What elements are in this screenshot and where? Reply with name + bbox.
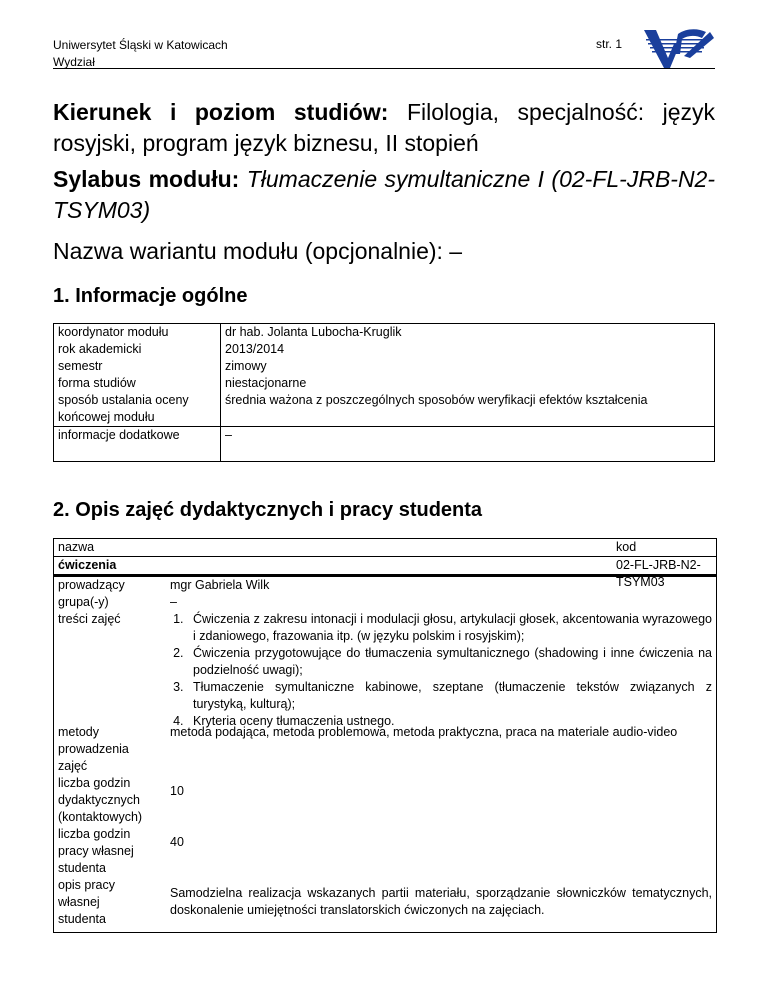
godz-wl-value: 40 [170,835,184,849]
kierunek-label: Kierunek i poziom studiów: [53,99,389,125]
opis-label-1: opis pracy [58,878,115,892]
metody-label-1: metody [58,725,99,739]
row-label: rok akademicki [54,341,221,358]
university-logo [640,24,716,72]
list-item: 2. Ćwiczenia przygotowujące do tłumaczenia symultanicznego (shadowing i inne ćwiczenia na podzielność uwagi); [187,645,712,679]
opis-label-3: studenta [58,912,106,926]
row-value: – [221,427,715,462]
row-label: forma studiów [54,375,221,392]
godz-wl-label-1: liczba godzin [58,827,131,841]
header-left [53,37,228,71]
table-body [54,577,716,932]
page-number: str. 1 [596,37,623,51]
godz-dyd-label-3: (kontaktowych) [58,810,143,824]
godz-wl-label-3: studenta [58,861,106,875]
sylabus-heading [53,164,715,226]
prowadzacy-label: prowadzący [58,578,125,592]
grupa-label: grupa(-y) [58,595,109,609]
metody-label-3: zajęć [58,759,88,773]
table-row [54,375,715,392]
kod-label: kod [616,540,637,554]
tresci-label: treści zajęć [58,612,121,626]
row-value: średnia ważona z poszczególnych sposobów weryfikacji efektów kształcenia [221,392,715,427]
row-label: informacje dodatkowe [54,427,221,462]
table-row [54,358,715,375]
classes-table [53,538,717,933]
opis-label-2: własnej [58,895,100,909]
kod-value: 02-FL-JRB-N2-TSYM03 [616,558,701,589]
university-name: Uniwersytet Śląski w Katowicach [53,38,228,52]
sylabus-label: Sylabus modułu: [53,166,240,192]
table-row [54,324,715,342]
list-item: 3. Tłumaczenie symultaniczne kabinowe, szeptane (tłumaczenie tekstów związanych z turystyką, kulturą); [187,679,712,713]
tresci-list [170,611,712,730]
row-value: 2013/2014 [221,341,715,358]
godz-dyd-label-2: dydaktycznych [58,793,140,807]
wariant-heading: Nazwa wariantu modułu (opcjonalnie): – [53,238,463,264]
godz-wl-label-2: pracy własnej [58,844,134,858]
prowadzacy-value: mgr Gabriela Wilk [170,578,270,592]
nazwa-value: ćwiczenia [58,558,117,572]
row-label: sposób ustalania oceny końcowej modułu [54,392,221,427]
metody-label-2: prowadzenia [58,742,129,756]
kierunek-value: Filologia, specjalność: język rosyjski, program język biznesu, II stopień [53,99,716,156]
sylabus-value: Tłumaczenie symultaniczne I (02-FL-JRB-N2-TSYM03) [53,166,716,223]
nazwa-label: nazwa [58,540,95,554]
header-rule [53,68,715,69]
table-header-row [54,539,716,557]
list-item: 1. Ćwiczenia z zakresu intonacji i modulacji głosu, artykulacji głosek, akcentowania wyrazowego i zdaniowego, frazowania itp. (w języku polskim i rosyjskim); [187,611,712,645]
row-value: zimowy [221,358,715,375]
section2-title: 2. Opis zajęć dydaktycznych i pracy studenta [53,499,483,521]
godz-dyd-label-1: liczba godzin [58,776,131,790]
tresci-list-wrap [170,611,712,730]
row-label: koordynator modułu [54,324,221,342]
list-item: 4. Kryteria oceny tłumaczenia ustnego. [187,713,712,730]
table-row [54,427,715,462]
opis-value: Samodzielna realizacja wskazanych partii materiału, sporządzanie słowniczków tematycznych, doskonalenie umiejętności translatorskich ćwiczonych na zajęciach. [170,886,712,917]
table-row [54,392,715,427]
kierunek-heading [53,97,715,159]
table-row [54,341,715,358]
section1-title: 1. Informacje ogólne [53,285,248,307]
general-info-table [53,323,715,462]
godz-dyd-value: 10 [170,784,184,798]
faculty-name: Wydział [53,55,95,69]
grupa-value: – [170,595,177,609]
row-label: semestr [54,358,221,375]
metody-value: metoda podająca, metoda problemowa, metoda praktyczna, praca na materiale audio-video [170,725,678,739]
row-value: dr hab. Jolanta Lubocha-Kruglik [221,324,715,342]
row-value: niestacjonarne [221,375,715,392]
